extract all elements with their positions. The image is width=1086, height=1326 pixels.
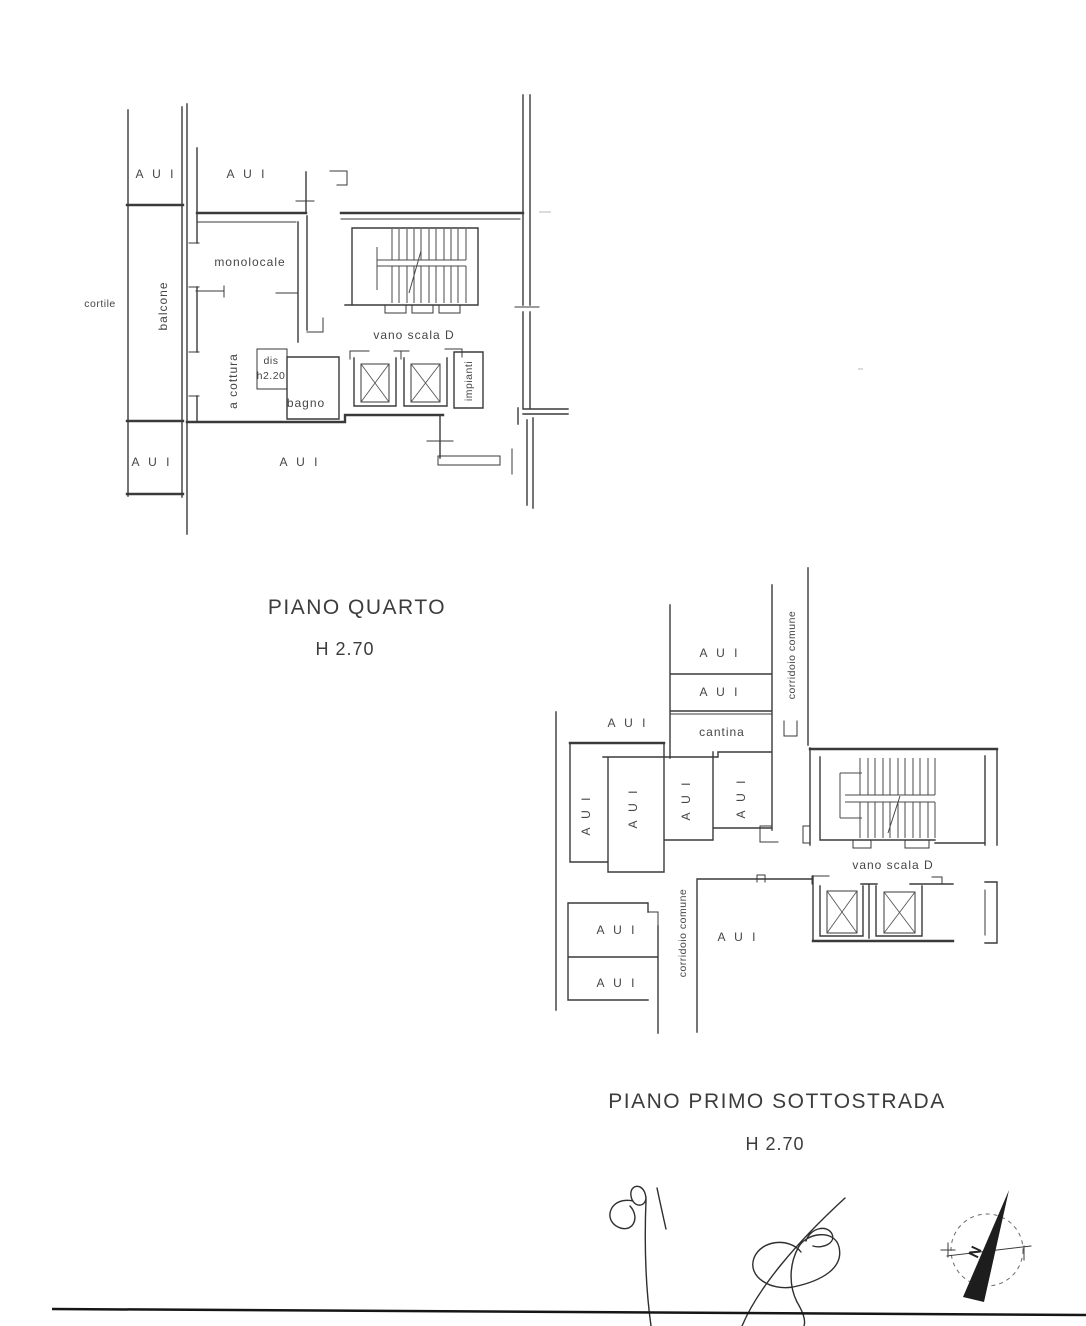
elevator-x-marks-piano-quarto [361,364,440,402]
plan-height-piano-quarto: H 2.70 [315,639,375,659]
bottom-border-line [52,1309,1086,1315]
room-label-cantina: cantina [699,725,745,739]
floorplan-piano-quarto [84,95,863,659]
aui-label: A U I [596,976,638,990]
aui-label: A U I [699,646,741,660]
aui-label: A U I [717,930,759,944]
aui-label: A U I [596,923,638,937]
walls-sottostrada [556,568,997,1033]
north-letter: N [965,1243,986,1261]
details-piano-quarto [189,171,539,474]
plan-title-piano-quarto: PIANO QUARTO [267,596,447,619]
room-label-balcone: balcone [156,281,170,331]
plan-title-sottostrada: PIANO PRIMO SOTTOSTRADA [608,1090,946,1113]
aui-label: A U I [579,794,593,836]
aui-label: A U I [135,167,177,181]
aui-label: A U I [734,777,748,819]
room-label-impianti: impianti [463,360,475,402]
handwritten-signatures [610,1186,845,1326]
aui-label: A U I [679,779,693,821]
north-arrow-compass [941,1190,1031,1302]
stair-treads-sottostrada [840,758,935,838]
elevator-x-marks-sottostrada [827,891,915,933]
stair-treads-piano-quarto [377,229,466,303]
room-label-vano-scala: vano scala D [373,328,455,342]
main-walls-sottostrada [570,743,997,941]
walls-piano-quarto [128,95,568,534]
room-label-monolocale: monolocale [214,255,286,269]
room-label-corridoio-comune-top: corridoio comune [786,610,798,700]
room-label-dis-height: h2.20 [256,370,286,382]
room-label-bagno: bagno [286,396,326,410]
aui-label: A U I [699,685,741,699]
aui-label: A U I [279,455,321,469]
room-label-a-cottura: a cottura [226,353,240,409]
room-label-cortile: cortile [84,298,116,310]
aui-label: A U I [226,167,268,181]
details-sottostrada [648,714,985,935]
room-label-vano-scala-2: vano scala D [852,858,934,872]
floorplan-piano-primo-sottostrada [556,568,997,1154]
room-label-corridoio-comune-bottom: corridoio comune [677,888,689,978]
aui-label: A U I [131,455,173,469]
signature-1 [610,1186,666,1326]
aui-label: A U I [607,716,649,730]
signature-2 [742,1198,845,1326]
aui-label: A U I [626,787,640,829]
room-label-dis: dis [263,355,279,367]
scan-artifacts [539,212,863,369]
plan-height-sottostrada: H 2.70 [745,1134,805,1154]
